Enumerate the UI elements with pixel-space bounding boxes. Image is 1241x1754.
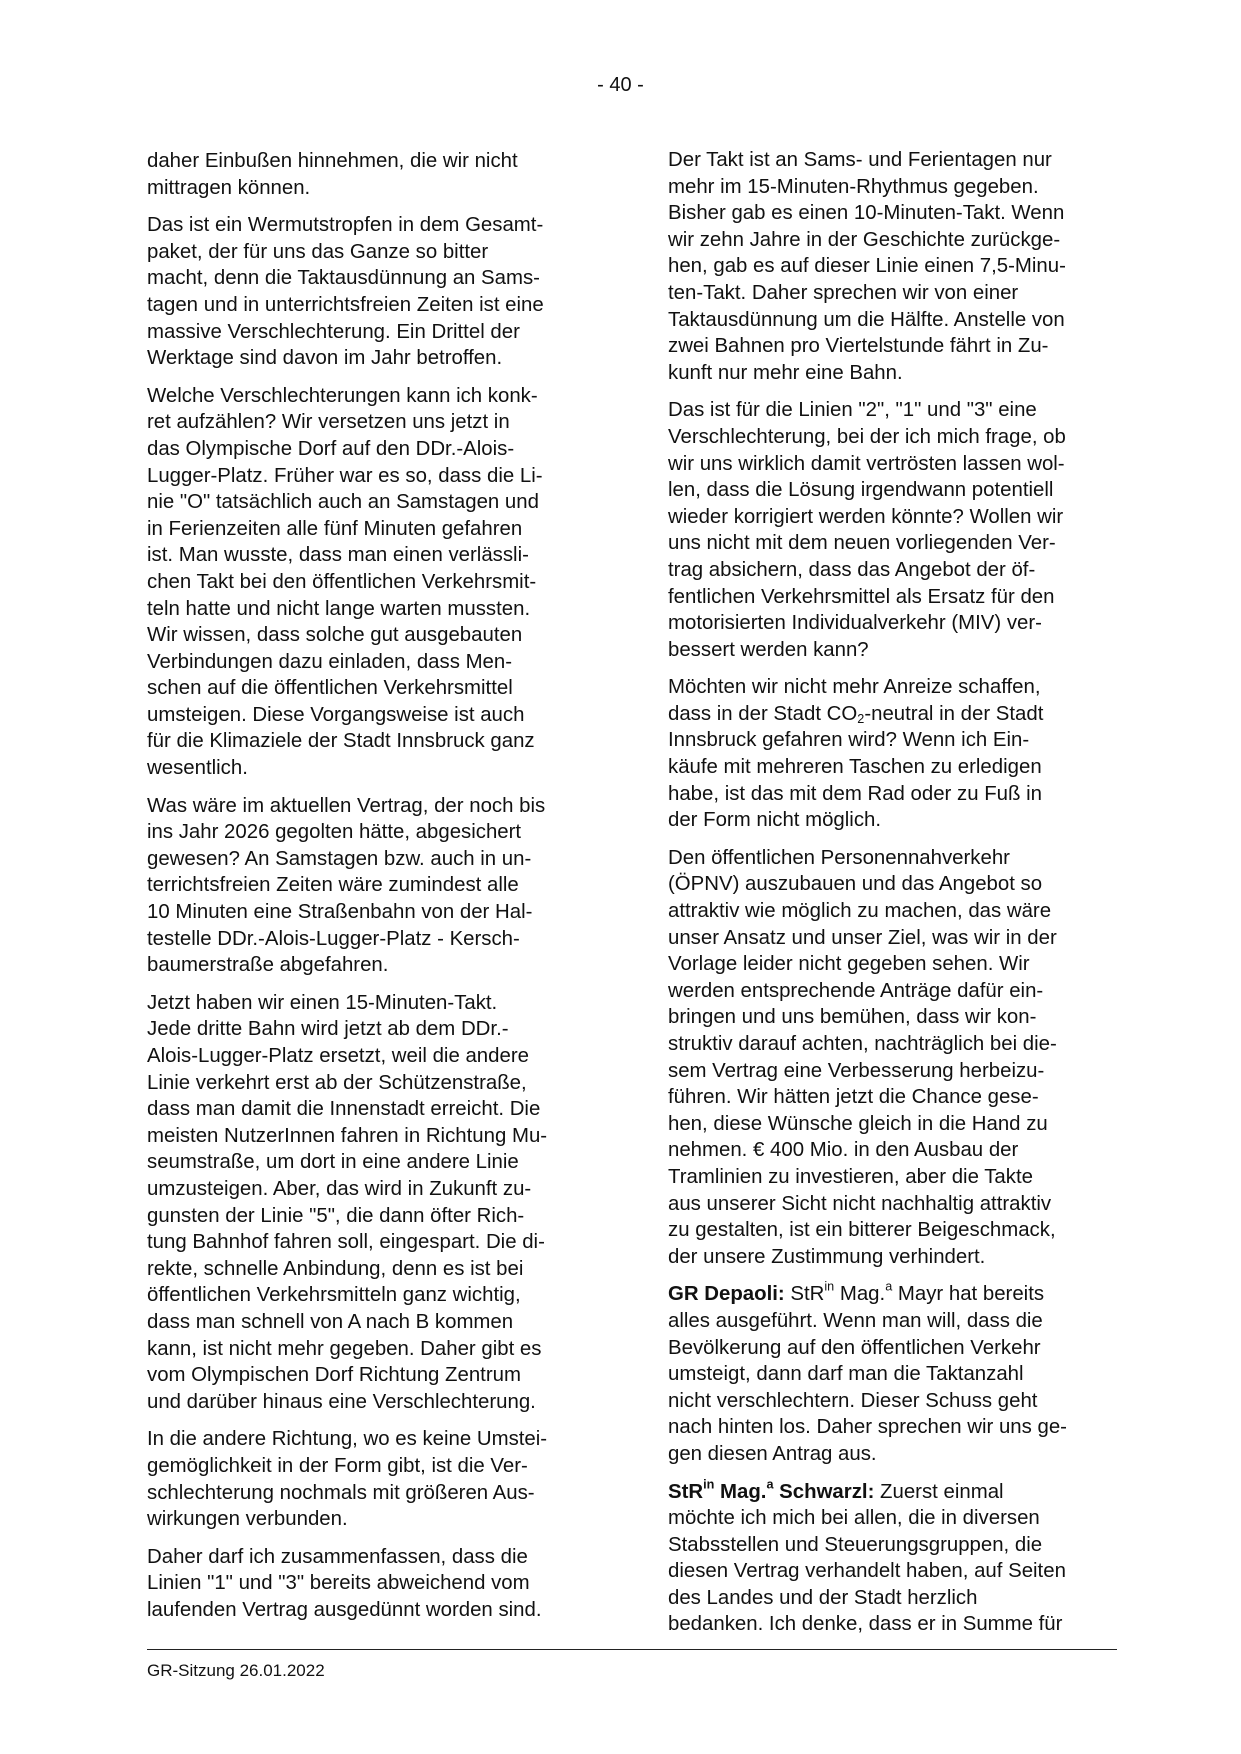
text-run: -neutral in der Stadt Innsbruck gefahren wird? Wenn ich Ein- käufe mit mehreren Taschen zu erledigen habe, ist das mit dem Rad oder zu Fuß in der Form nicht möglich. <box>668 702 1044 832</box>
paragraph: Den öffentlichen Personennahverkehr (ÖPNV) auszubauen und das Angebot so attraktiv wie möglich zu machen, das wäre unser Ansatz und unser Ziel, was wir in der Vorlage leider nicht gegeben sehen. Wir werden entsprechende Anträge dafür ein- bringen und uns bemühen, dass wir kon- struktiv darauf achten, nachträglich bei die- sem Vertrag eine Verbesserung herbeizu- führen. Wir hätten jetzt die Chance gese- hen, diese Wünsche gleich in die Hand zu nehmen. € 400 Mio. in den Ausbau der Tramlinien zu investieren, aber die Takte aus unserer Sicht nicht nachhaltig attraktiv zu gestalten, ist ein bitterer Beigeschmack, der unsere Zustimmung verhindert. <box>668 846 1057 1268</box>
footer-session-date: GR-Sitzung 26.01.2022 <box>147 1661 325 1680</box>
text-run: Mag. <box>714 1480 767 1503</box>
text-run: Mayr hat bereits alles ausgeführt. Wenn man will, dass die Bevölkerung auf den öffentlichen Verkehr umsteigt, dann darf man die Taktanzahl nicht verschlechtern. Dieser Schuss geht nach hinten los. Daher sprechen wir uns ge- gen diesen Antrag aus. <box>668 1283 1067 1465</box>
footer-divider <box>147 1649 1117 1650</box>
subscript: 2 <box>857 712 865 727</box>
speech-paragraph <box>668 1479 1114 1639</box>
text-run: Schwarzl: <box>773 1480 875 1503</box>
superscript: in <box>703 1477 715 1492</box>
left-column <box>147 148 593 1634</box>
paragraph: Das ist ein Wermutstropfen in dem Gesamt- paket, der für uns das Ganze so bitter macht, denn die Taktausdünnung an Sams- tagen und in unterrichtsfreien Zeiten ist eine massive Verschlechterung. Ein Drittel der Werktage sind davon im Jahr betroffen. <box>147 214 544 370</box>
superscript: in <box>824 1279 835 1294</box>
paragraph: Daher darf ich zusammenfassen, dass die Linien "1" und "3" bereits abweichend vom laufenden Vertrag ausgedünnt worden sind. <box>147 1545 542 1621</box>
paragraph: Das ist für die Linien "2", "1" und "3" eine Verschlechterung, bei der ich mich frage, ob wir uns wirklich damit vertrösten lassen wol- len, dass die Lösung irgendwann potentiell wieder korrigiert werden könnte? Wollen wir uns nicht mit dem neuen vorliegenden Ver- trag absichern, dass das Angebot der öf- fentlichen Verkehrsmittel als Ersatz für den motorisierten Individualverkehr (MIV) ver- bessert werden kann? <box>668 399 1066 661</box>
page-number: - 40 - <box>597 74 644 96</box>
superscript: a <box>885 1279 893 1294</box>
text-run: StR <box>668 1480 704 1503</box>
right-column <box>668 147 1114 1649</box>
text-run: Möchten wir nicht mehr Anreize schaffen, dass in der Stadt CO <box>668 676 1041 725</box>
speaker-name <box>668 1477 875 1503</box>
paragraph: Der Takt ist an Sams- und Ferientagen nur mehr im 15-Minuten-Rhythmus gegeben. Bisher gab es einen 10-Minuten-Takt. Wenn wir zehn Jahre in der Geschichte zurückge- hen, gab es auf dieser Linie einen 7,5-Minu- ten-Takt. Daher sprechen wir von einer Taktausdünnung um die Hälfte. Anstelle von zwei Bahnen pro Viertelstunde fährt in Zu- kunft nur mehr eine Bahn. <box>668 149 1066 384</box>
superscript: a <box>766 1477 774 1492</box>
paragraph: Jetzt haben wir einen 15-Minuten-Takt. Jede dritte Bahn wird jetzt ab dem DDr.- Alois-Lugger-Platz ersetzt, weil die andere Linie verkehrt erst ab der Schützenstraße, dass man damit die Innenstadt erreicht. Die meisten NutzerInnen fahren in Richtung Mu- seumstraße, um dort in eine andere Linie umzusteigen. Aber, das wird in Zukunft zu- gunsten der Linie "5", die dann öfter Rich- tung Bahnhof fahren soll, eingespart. Die di- rekte, schnelle Anbindung, denn es ist bei öffentlichen Verkehrsmitteln ganz wichtig, dass man schnell von A nach B kommen kann, ist nicht mehr gegeben. Daher gibt es vom Olympischen Dorf Richtung Zentrum und darüber hinaus eine Verschlechterung. <box>147 991 548 1413</box>
speaker-name: GR Depaoli: <box>668 1283 785 1306</box>
paragraph: daher Einbußen hinnehmen, die wir nicht mittragen können. <box>147 150 518 199</box>
paragraph <box>668 674 1114 834</box>
text-run: Mag. <box>834 1283 886 1306</box>
speech-paragraph <box>668 1281 1114 1467</box>
text-run: StR <box>784 1283 825 1306</box>
text-run: Zuerst einmal möchte ich mich bei allen, die in diversen Stabsstellen und Steuerungsgruppen, die diesen Vertrag verhandelt haben, auf Seiten des Landes und der Stadt herzlich bedanken. Ich denke, dass er in Summe für <box>668 1480 1066 1636</box>
paragraph: Welche Verschlechterungen kann ich konk- ret aufzählen? Wir versetzen uns jetzt in das Olympische Dorf auf den DDr.-Alois- Lugger-Platz. Früher war es so, dass die Li- nie "O" tatsächlich auch an Samstagen und in Ferienzeiten alle fünf Minuten gefahren ist. Man wusste, dass man einen verlässli- chen Takt bei den öffentlichen Verkehrsmit- teln hatte und nicht lange warten mussten. Wir wissen, dass solche gut ausgebauten Verbindungen dazu einladen, dass Men- schen auf die öffentlichen Verkehrsmittel umsteigen. Diese Vorgangsweise ist auch für die Klimaziele der Stadt Innsbruck ganz wesentlich. <box>147 384 543 780</box>
paragraph: Was wäre im aktuellen Vertrag, der noch bis ins Jahr 2026 gegolten hätte, abgesichert gewesen? An Samstagen bzw. auch in un- terrichtsfreien Zeiten wäre zumindest alle 10 Minuten eine Straßenbahn von der Hal- testelle DDr.-Alois-Lugger-Platz - Kersch- baumerstraße abgefahren. <box>147 794 546 977</box>
paragraph: In die andere Richtung, wo es keine Umstei- gemöglichkeit in der Form gibt, ist die Ver- schlechterung nochmals mit größeren Aus- wirkungen verbunden. <box>147 1428 548 1531</box>
